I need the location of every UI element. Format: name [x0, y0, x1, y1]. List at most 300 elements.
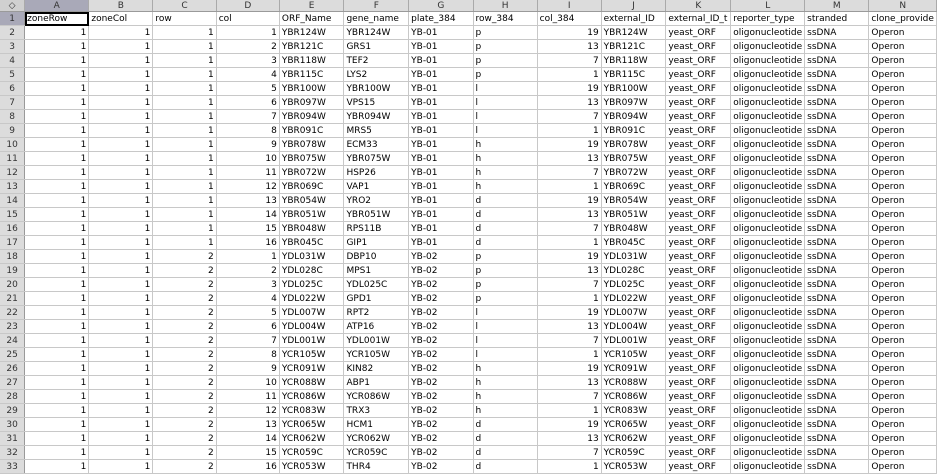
- cell-m[interactable]: ssDNA: [805, 376, 869, 390]
- cell-g[interactable]: YB-02: [409, 404, 473, 418]
- cell-a[interactable]: 1: [25, 208, 89, 222]
- cell-h[interactable]: h: [473, 166, 537, 180]
- cell-f[interactable]: TEF2: [344, 54, 409, 68]
- cell-m[interactable]: ssDNA: [805, 348, 869, 362]
- row-header-24[interactable]: 24: [0, 334, 25, 348]
- cell-j[interactable]: YBR054W: [601, 194, 666, 208]
- cell-h[interactable]: d: [473, 236, 537, 250]
- cell-g[interactable]: YB-01: [409, 54, 473, 68]
- cell-e[interactable]: YBR045C: [279, 236, 344, 250]
- cell-l[interactable]: oligonucleotide: [731, 222, 805, 236]
- cell-d[interactable]: 15: [216, 222, 279, 236]
- cell-n[interactable]: Operon: [869, 138, 937, 152]
- cell-e[interactable]: YBR121C: [279, 40, 344, 54]
- cell-m[interactable]: ssDNA: [805, 96, 869, 110]
- cell-k[interactable]: yeast_ORF: [666, 222, 731, 236]
- header-cell-m[interactable]: stranded: [805, 12, 869, 26]
- cell-f[interactable]: YBR100W: [344, 82, 409, 96]
- row-header-1[interactable]: 1: [0, 12, 25, 26]
- cell-f[interactable]: TRX3: [344, 404, 409, 418]
- cell-l[interactable]: oligonucleotide: [731, 348, 805, 362]
- row-header-13[interactable]: 13: [0, 180, 25, 194]
- cell-m[interactable]: ssDNA: [805, 418, 869, 432]
- cell-a[interactable]: 1: [25, 264, 89, 278]
- cell-m[interactable]: ssDNA: [805, 222, 869, 236]
- row-header-30[interactable]: 30: [0, 418, 25, 432]
- cell-g[interactable]: YB-01: [409, 194, 473, 208]
- cell-h[interactable]: h: [473, 138, 537, 152]
- cell-e[interactable]: YBR048W: [279, 222, 344, 236]
- cell-g[interactable]: YB-01: [409, 138, 473, 152]
- cell-l[interactable]: oligonucleotide: [731, 40, 805, 54]
- cell-h[interactable]: l: [473, 320, 537, 334]
- row-header-25[interactable]: 25: [0, 348, 25, 362]
- cell-g[interactable]: YB-01: [409, 236, 473, 250]
- cell-b[interactable]: 1: [89, 418, 153, 432]
- cell-j[interactable]: YBR051W: [601, 208, 666, 222]
- row-header-29[interactable]: 29: [0, 404, 25, 418]
- cell-b[interactable]: 1: [89, 166, 153, 180]
- cell-g[interactable]: YB-01: [409, 26, 473, 40]
- cell-g[interactable]: YB-02: [409, 278, 473, 292]
- cell-d[interactable]: 13: [216, 418, 279, 432]
- cell-n[interactable]: Operon: [869, 40, 937, 54]
- cell-g[interactable]: YB-01: [409, 222, 473, 236]
- cell-a[interactable]: 1: [25, 278, 89, 292]
- cell-d[interactable]: 10: [216, 376, 279, 390]
- cell-j[interactable]: YDL028C: [601, 264, 666, 278]
- cell-a[interactable]: 1: [25, 250, 89, 264]
- cell-h[interactable]: l: [473, 124, 537, 138]
- cell-h[interactable]: h: [473, 180, 537, 194]
- cell-d[interactable]: 16: [216, 236, 279, 250]
- column-header-d[interactable]: D: [216, 0, 279, 12]
- cell-a[interactable]: 1: [25, 404, 89, 418]
- cell-f[interactable]: LYS2: [344, 68, 409, 82]
- cell-f[interactable]: DBP10: [344, 250, 409, 264]
- cell-i[interactable]: 13: [537, 96, 601, 110]
- cell-b[interactable]: 1: [89, 26, 153, 40]
- cell-n[interactable]: Operon: [869, 110, 937, 124]
- cell-b[interactable]: 1: [89, 110, 153, 124]
- cell-i[interactable]: 19: [537, 250, 601, 264]
- row-header-3[interactable]: 3: [0, 40, 25, 54]
- cell-e[interactable]: YBR115C: [279, 68, 344, 82]
- cell-g[interactable]: YB-01: [409, 166, 473, 180]
- cell-n[interactable]: Operon: [869, 278, 937, 292]
- cell-f[interactable]: YBR094W: [344, 110, 409, 124]
- cell-k[interactable]: yeast_ORF: [666, 418, 731, 432]
- cell-l[interactable]: oligonucleotide: [731, 334, 805, 348]
- cell-m[interactable]: ssDNA: [805, 404, 869, 418]
- cell-c[interactable]: 1: [153, 82, 216, 96]
- header-cell-k[interactable]: external_ID_t: [666, 12, 731, 26]
- cell-l[interactable]: oligonucleotide: [731, 306, 805, 320]
- cell-d[interactable]: 11: [216, 166, 279, 180]
- cell-e[interactable]: YDL031W: [279, 250, 344, 264]
- cell-f[interactable]: YCR086W: [344, 390, 409, 404]
- cell-g[interactable]: YB-01: [409, 180, 473, 194]
- cell-i[interactable]: 19: [537, 418, 601, 432]
- cell-i[interactable]: 7: [537, 166, 601, 180]
- cell-j[interactable]: YBR045C: [601, 236, 666, 250]
- row-header-33[interactable]: 33: [0, 460, 25, 474]
- cell-f[interactable]: YCR059C: [344, 446, 409, 460]
- cell-k[interactable]: yeast_ORF: [666, 250, 731, 264]
- cell-c[interactable]: 2: [153, 306, 216, 320]
- cell-n[interactable]: Operon: [869, 26, 937, 40]
- cell-a[interactable]: 1: [25, 40, 89, 54]
- cell-e[interactable]: YBR124W: [279, 26, 344, 40]
- cell-b[interactable]: 1: [89, 54, 153, 68]
- cell-c[interactable]: 1: [153, 236, 216, 250]
- column-header-j[interactable]: J: [601, 0, 666, 12]
- cell-e[interactable]: YBR097W: [279, 96, 344, 110]
- cell-l[interactable]: oligonucleotide: [731, 418, 805, 432]
- cell-i[interactable]: 13: [537, 208, 601, 222]
- cell-m[interactable]: ssDNA: [805, 124, 869, 138]
- row-header-5[interactable]: 5: [0, 68, 25, 82]
- column-header-g[interactable]: G: [409, 0, 473, 12]
- row-header-31[interactable]: 31: [0, 432, 25, 446]
- cell-j[interactable]: YBR069C: [601, 180, 666, 194]
- cell-l[interactable]: oligonucleotide: [731, 166, 805, 180]
- cell-j[interactable]: YBR097W: [601, 96, 666, 110]
- cell-b[interactable]: 1: [89, 40, 153, 54]
- cell-l[interactable]: oligonucleotide: [731, 138, 805, 152]
- cell-n[interactable]: Operon: [869, 152, 937, 166]
- cell-f[interactable]: RPS11B: [344, 222, 409, 236]
- cell-a[interactable]: 1: [25, 334, 89, 348]
- cell-n[interactable]: Operon: [869, 166, 937, 180]
- cell-n[interactable]: Operon: [869, 222, 937, 236]
- cell-g[interactable]: YB-01: [409, 96, 473, 110]
- cell-j[interactable]: YCR086W: [601, 390, 666, 404]
- cell-l[interactable]: oligonucleotide: [731, 362, 805, 376]
- cell-j[interactable]: YBR115C: [601, 68, 666, 82]
- cell-k[interactable]: yeast_ORF: [666, 166, 731, 180]
- cell-j[interactable]: YDL004W: [601, 320, 666, 334]
- cell-f[interactable]: YCR105W: [344, 348, 409, 362]
- cell-l[interactable]: oligonucleotide: [731, 460, 805, 474]
- column-header-e[interactable]: E: [279, 0, 344, 12]
- cell-e[interactable]: YDL004W: [279, 320, 344, 334]
- cell-e[interactable]: YCR091W: [279, 362, 344, 376]
- cell-k[interactable]: yeast_ORF: [666, 124, 731, 138]
- cell-k[interactable]: yeast_ORF: [666, 138, 731, 152]
- header-cell-d[interactable]: col: [216, 12, 279, 26]
- cell-f[interactable]: GRS1: [344, 40, 409, 54]
- cell-b[interactable]: 1: [89, 250, 153, 264]
- cell-a[interactable]: 1: [25, 292, 89, 306]
- cell-i[interactable]: 7: [537, 222, 601, 236]
- cell-a[interactable]: 1: [25, 68, 89, 82]
- cell-k[interactable]: yeast_ORF: [666, 292, 731, 306]
- cell-j[interactable]: YBR075W: [601, 152, 666, 166]
- cell-h[interactable]: h: [473, 152, 537, 166]
- cell-m[interactable]: ssDNA: [805, 152, 869, 166]
- cell-c[interactable]: 1: [153, 68, 216, 82]
- cell-n[interactable]: Operon: [869, 348, 937, 362]
- cell-c[interactable]: 1: [153, 138, 216, 152]
- cell-k[interactable]: yeast_ORF: [666, 110, 731, 124]
- cell-n[interactable]: Operon: [869, 460, 937, 474]
- cell-j[interactable]: YBR094W: [601, 110, 666, 124]
- cell-g[interactable]: YB-01: [409, 152, 473, 166]
- cell-k[interactable]: yeast_ORF: [666, 194, 731, 208]
- cell-f[interactable]: YDL025C: [344, 278, 409, 292]
- cell-g[interactable]: YB-02: [409, 348, 473, 362]
- cell-f[interactable]: THR4: [344, 460, 409, 474]
- column-header-n[interactable]: N: [869, 0, 937, 12]
- cell-j[interactable]: YBR091C: [601, 124, 666, 138]
- row-header-27[interactable]: 27: [0, 376, 25, 390]
- cell-i[interactable]: 1: [537, 68, 601, 82]
- cell-c[interactable]: 2: [153, 278, 216, 292]
- cell-l[interactable]: oligonucleotide: [731, 236, 805, 250]
- cell-d[interactable]: 6: [216, 320, 279, 334]
- cell-a[interactable]: 1: [25, 166, 89, 180]
- cell-h[interactable]: p: [473, 68, 537, 82]
- cell-g[interactable]: YB-02: [409, 250, 473, 264]
- cell-l[interactable]: oligonucleotide: [731, 446, 805, 460]
- cell-m[interactable]: ssDNA: [805, 82, 869, 96]
- row-header-14[interactable]: 14: [0, 194, 25, 208]
- cell-c[interactable]: 1: [153, 110, 216, 124]
- cell-b[interactable]: 1: [89, 376, 153, 390]
- cell-b[interactable]: 1: [89, 194, 153, 208]
- cell-b[interactable]: 1: [89, 292, 153, 306]
- cell-k[interactable]: yeast_ORF: [666, 404, 731, 418]
- cell-i[interactable]: 13: [537, 376, 601, 390]
- cell-i[interactable]: 19: [537, 306, 601, 320]
- cell-l[interactable]: oligonucleotide: [731, 404, 805, 418]
- cell-k[interactable]: yeast_ORF: [666, 362, 731, 376]
- row-header-23[interactable]: 23: [0, 320, 25, 334]
- cell-c[interactable]: 1: [153, 222, 216, 236]
- cell-d[interactable]: 14: [216, 432, 279, 446]
- cell-e[interactable]: YCR065W: [279, 418, 344, 432]
- cell-f[interactable]: GIP1: [344, 236, 409, 250]
- cell-d[interactable]: 12: [216, 404, 279, 418]
- cell-c[interactable]: 1: [153, 152, 216, 166]
- cell-d[interactable]: 2: [216, 40, 279, 54]
- cell-k[interactable]: yeast_ORF: [666, 152, 731, 166]
- cell-c[interactable]: 1: [153, 194, 216, 208]
- cell-f[interactable]: HCM1: [344, 418, 409, 432]
- cell-h[interactable]: d: [473, 446, 537, 460]
- cell-a[interactable]: 1: [25, 390, 89, 404]
- row-header-19[interactable]: 19: [0, 264, 25, 278]
- cell-f[interactable]: VAP1: [344, 180, 409, 194]
- cell-c[interactable]: 2: [153, 250, 216, 264]
- cell-b[interactable]: 1: [89, 278, 153, 292]
- row-header-11[interactable]: 11: [0, 152, 25, 166]
- cell-b[interactable]: 1: [89, 320, 153, 334]
- cell-k[interactable]: yeast_ORF: [666, 82, 731, 96]
- cell-j[interactable]: YCR053W: [601, 460, 666, 474]
- cell-k[interactable]: yeast_ORF: [666, 236, 731, 250]
- row-header-2[interactable]: 2: [0, 26, 25, 40]
- cell-m[interactable]: ssDNA: [805, 278, 869, 292]
- cell-i[interactable]: 19: [537, 138, 601, 152]
- cell-a[interactable]: 1: [25, 236, 89, 250]
- cell-m[interactable]: ssDNA: [805, 194, 869, 208]
- cell-a[interactable]: 1: [25, 138, 89, 152]
- cell-a[interactable]: 1: [25, 222, 89, 236]
- cell-m[interactable]: ssDNA: [805, 460, 869, 474]
- header-cell-i[interactable]: col_384: [537, 12, 601, 26]
- row-header-26[interactable]: 26: [0, 362, 25, 376]
- cell-l[interactable]: oligonucleotide: [731, 432, 805, 446]
- cell-c[interactable]: 1: [153, 124, 216, 138]
- cell-a[interactable]: 1: [25, 348, 89, 362]
- cell-d[interactable]: 4: [216, 292, 279, 306]
- cell-b[interactable]: 1: [89, 264, 153, 278]
- cell-a[interactable]: 1: [25, 446, 89, 460]
- cell-l[interactable]: oligonucleotide: [731, 194, 805, 208]
- row-header-32[interactable]: 32: [0, 446, 25, 460]
- cell-c[interactable]: 2: [153, 334, 216, 348]
- cell-j[interactable]: YCR062W: [601, 432, 666, 446]
- cell-n[interactable]: Operon: [869, 180, 937, 194]
- cell-e[interactable]: YBR094W: [279, 110, 344, 124]
- cell-c[interactable]: 1: [153, 26, 216, 40]
- cell-h[interactable]: l: [473, 306, 537, 320]
- cell-e[interactable]: YBR100W: [279, 82, 344, 96]
- cell-h[interactable]: h: [473, 376, 537, 390]
- cell-e[interactable]: YBR072W: [279, 166, 344, 180]
- cell-i[interactable]: 1: [537, 348, 601, 362]
- column-header-c[interactable]: C: [153, 0, 216, 12]
- cell-c[interactable]: 1: [153, 54, 216, 68]
- cell-m[interactable]: ssDNA: [805, 166, 869, 180]
- cell-c[interactable]: 2: [153, 320, 216, 334]
- cell-j[interactable]: YDL007W: [601, 306, 666, 320]
- cell-l[interactable]: oligonucleotide: [731, 124, 805, 138]
- cell-k[interactable]: yeast_ORF: [666, 334, 731, 348]
- cell-n[interactable]: Operon: [869, 306, 937, 320]
- cell-d[interactable]: 5: [216, 82, 279, 96]
- cell-d[interactable]: 7: [216, 110, 279, 124]
- cell-e[interactable]: YBR051W: [279, 208, 344, 222]
- cell-d[interactable]: 10: [216, 152, 279, 166]
- cell-j[interactable]: YCR091W: [601, 362, 666, 376]
- cell-e[interactable]: YDL007W: [279, 306, 344, 320]
- cell-h[interactable]: h: [473, 390, 537, 404]
- cell-k[interactable]: yeast_ORF: [666, 390, 731, 404]
- cell-l[interactable]: oligonucleotide: [731, 250, 805, 264]
- cell-n[interactable]: Operon: [869, 208, 937, 222]
- cell-l[interactable]: oligonucleotide: [731, 208, 805, 222]
- cell-l[interactable]: oligonucleotide: [731, 320, 805, 334]
- cell-c[interactable]: 1: [153, 208, 216, 222]
- cell-m[interactable]: ssDNA: [805, 390, 869, 404]
- cell-j[interactable]: YDL001W: [601, 334, 666, 348]
- cell-a[interactable]: 1: [25, 124, 89, 138]
- cell-c[interactable]: 2: [153, 432, 216, 446]
- cell-j[interactable]: YCR083W: [601, 404, 666, 418]
- cell-g[interactable]: YB-02: [409, 460, 473, 474]
- cell-l[interactable]: oligonucleotide: [731, 82, 805, 96]
- cell-l[interactable]: oligonucleotide: [731, 292, 805, 306]
- cell-d[interactable]: 4: [216, 68, 279, 82]
- cell-a[interactable]: 1: [25, 54, 89, 68]
- cell-e[interactable]: YDL025C: [279, 278, 344, 292]
- cell-c[interactable]: 2: [153, 362, 216, 376]
- cell-g[interactable]: YB-02: [409, 306, 473, 320]
- cell-g[interactable]: YB-02: [409, 362, 473, 376]
- cell-c[interactable]: 2: [153, 376, 216, 390]
- cell-m[interactable]: ssDNA: [805, 138, 869, 152]
- cell-m[interactable]: ssDNA: [805, 264, 869, 278]
- cell-i[interactable]: 7: [537, 390, 601, 404]
- cell-a[interactable]: 1: [25, 180, 89, 194]
- cell-l[interactable]: oligonucleotide: [731, 390, 805, 404]
- cell-g[interactable]: YB-01: [409, 40, 473, 54]
- cell-m[interactable]: ssDNA: [805, 250, 869, 264]
- cell-d[interactable]: 8: [216, 124, 279, 138]
- cell-k[interactable]: yeast_ORF: [666, 306, 731, 320]
- header-cell-g[interactable]: plate_384: [409, 12, 473, 26]
- cell-h[interactable]: l: [473, 110, 537, 124]
- cell-d[interactable]: 12: [216, 180, 279, 194]
- cell-f[interactable]: YDL001W: [344, 334, 409, 348]
- cell-l[interactable]: oligonucleotide: [731, 68, 805, 82]
- column-header-k[interactable]: K: [666, 0, 731, 12]
- cell-j[interactable]: YCR088W: [601, 376, 666, 390]
- cell-n[interactable]: Operon: [869, 334, 937, 348]
- cell-a[interactable]: 1: [25, 96, 89, 110]
- row-header-12[interactable]: 12: [0, 166, 25, 180]
- cell-m[interactable]: ssDNA: [805, 68, 869, 82]
- cell-k[interactable]: yeast_ORF: [666, 96, 731, 110]
- cell-e[interactable]: YBR069C: [279, 180, 344, 194]
- cell-k[interactable]: yeast_ORF: [666, 432, 731, 446]
- cell-b[interactable]: 1: [89, 124, 153, 138]
- cell-f[interactable]: VPS15: [344, 96, 409, 110]
- cell-i[interactable]: 1: [537, 404, 601, 418]
- cell-b[interactable]: 1: [89, 208, 153, 222]
- cell-g[interactable]: YB-01: [409, 68, 473, 82]
- row-header-20[interactable]: 20: [0, 278, 25, 292]
- cell-a[interactable]: 1: [25, 460, 89, 474]
- cell-n[interactable]: Operon: [869, 68, 937, 82]
- cell-a[interactable]: 1: [25, 376, 89, 390]
- header-cell-e[interactable]: ORF_Name: [279, 12, 344, 26]
- cell-c[interactable]: 1: [153, 180, 216, 194]
- cell-i[interactable]: 13: [537, 320, 601, 334]
- cell-g[interactable]: YB-02: [409, 334, 473, 348]
- cell-b[interactable]: 1: [89, 446, 153, 460]
- cell-h[interactable]: d: [473, 432, 537, 446]
- cell-a[interactable]: 1: [25, 432, 89, 446]
- cell-l[interactable]: oligonucleotide: [731, 152, 805, 166]
- cell-d[interactable]: 2: [216, 264, 279, 278]
- column-header-f[interactable]: F: [344, 0, 409, 12]
- cell-g[interactable]: YB-02: [409, 264, 473, 278]
- cell-f[interactable]: HSP26: [344, 166, 409, 180]
- cell-i[interactable]: 19: [537, 26, 601, 40]
- cell-e[interactable]: YCR088W: [279, 376, 344, 390]
- cell-c[interactable]: 1: [153, 40, 216, 54]
- cell-e[interactable]: YCR105W: [279, 348, 344, 362]
- cell-h[interactable]: p: [473, 40, 537, 54]
- cell-c[interactable]: 2: [153, 404, 216, 418]
- cell-h[interactable]: h: [473, 362, 537, 376]
- cell-g[interactable]: YB-01: [409, 110, 473, 124]
- cell-i[interactable]: 7: [537, 110, 601, 124]
